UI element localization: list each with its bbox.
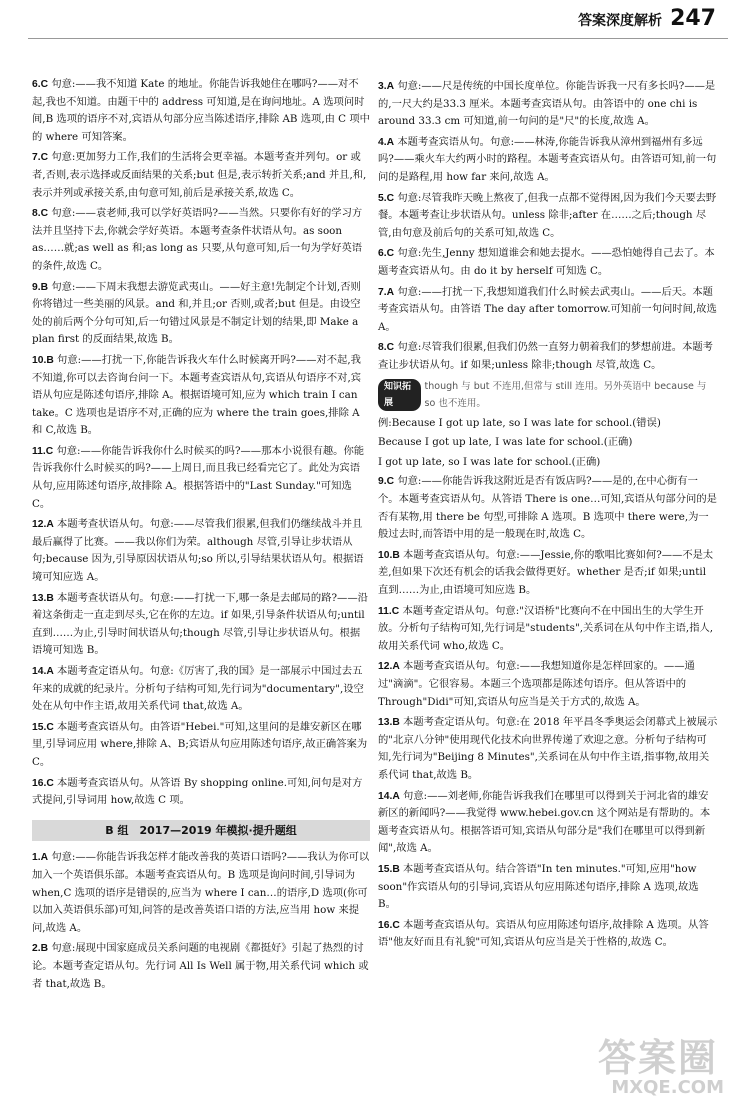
answer-explanation: 句意:尽管我昨天晚上熬夜了,但我一点都不觉得困,因为我们今天要去野餐。本题考查让步状语从句。unless 除非;after 在……之后;though 尽管,由句意及前后句的关系可知,故选 C。	[378, 191, 717, 239]
answer-explanation: 句意:展现中国家庭成员关系问题的电视剧《都挺好》引起了热烈的讨论。本题考查定语从句。先行词 All Is Well 属于物,用关系代词 which 或者 that,故选 B。	[32, 942, 369, 990]
answer-explanation: 本题考查定语从句。句意:《厉害了,我的国》是一部展示中国过去五年来的成就的纪录片。分析句子结构可知,先行词为"documentary",设空处在从句中作主语,故用关系代词 that,故选 A。	[32, 665, 364, 713]
answer-number: 7.A	[378, 286, 395, 298]
answer-explanation: 句意:先生,Jenny 想知道谁会和她去提水。——恐怕她得自己去了。本题考查宾语从句。由 do it by herself 可知选 C。	[378, 247, 715, 277]
answer-explanation: 句意:——尺是传统的中国长度单位。你能告诉我一尺有多长吗?——是的,一尺大约是33.3 厘米。本题考查宾语从句。由答语中的 one chi is around 33.3 cm 可知道,前一句问的是"尺"的长度,故选 A。	[378, 80, 716, 128]
answer-number: 13.B	[32, 592, 54, 604]
answer-explanation: 本题考查宾语从句。结合答语"In ten minutes."可知,应用"how soon"作宾语从句的引导词,宾语从句应用陈述句语序,排除 A 选项,故选 B。	[378, 862, 699, 911]
answer-item	[32, 149, 370, 202]
answer-explanation: 本题考查宾语从句。宾语从句应用陈述句语序,故排除 A 选项。从答语"他友好而且有礼貌"可知,宾语从句应当是关于性格的,故选 C。	[378, 918, 709, 949]
answer-number: 9.C	[378, 476, 395, 488]
answer-item	[378, 861, 718, 914]
knowledge-tip	[378, 378, 718, 413]
answer-number: 11.C	[378, 605, 400, 617]
answer-number: 8.C	[32, 208, 49, 220]
answer-item	[378, 78, 718, 131]
answer-explanation: 本题考查状语从句。句意:——尽管我们很累,但我们仍继续战斗并且最后赢得了比赛。——我以你们为荣。although 尽管,引导让步状语从句;because 因为,引导原因状语从句;so 所以,引导结果状语从句。根据语境可知应选 A。	[32, 518, 364, 584]
group-title: B 组 2017—2019 年模拟·提升题组	[32, 820, 370, 842]
tip-badge: 知识拓展	[378, 379, 421, 411]
answer-number: 2.B	[32, 943, 49, 955]
answer-item	[378, 917, 718, 952]
answer-explanation: 句意:——打扰一下,我想知道我们什么时候去武夷山。——后天。本题考查宾语从句。由答语 The day after tomorrow.可知前一句问时间,故选 A。	[378, 285, 717, 333]
answer-number: 16.C	[32, 777, 54, 789]
answer-number: 7.C	[32, 152, 49, 164]
answer-explanation: 句意:——刘老师,你能告诉我我们在哪里可以得到关于河北省的雄安新区的新闻吗?——我觉得 www.hebei.gov.cn 这个网站是有帮助的。本题考查宾语从句。根据答语可知,宾语从句部分是"我们在哪里可以得到新闻",故选 A。	[378, 789, 711, 855]
answer-item	[378, 190, 718, 243]
header-label: 答案深度解析	[578, 13, 663, 29]
answer-item	[378, 603, 718, 656]
right-answer-list	[378, 78, 718, 375]
answer-explanation: 句意:——你能告诉我怎样才能改善我的英语口语吗?——我认为你可以加入一个英语俱乐部。本题考查宾语从句。B 选项是询问时间,引导词为 when,C 选项的语序是错误的,应当为 where I can…的语序,D 选项(你可以加入英语俱乐部)可知,问答的是改善英语口语的方法,应当用 how 来提问,故选 A。	[32, 851, 370, 934]
answer-explanation: 句意:尽管我们很累,但我们仍然一直努力朝着我们的梦想前进。本题考查让步状语从句。if 如果;unless 除非;though 尽管,故选 C。	[378, 341, 713, 371]
example-sentence: 例:Because I got up late, so I was late for school.(错误)	[378, 416, 661, 429]
answer-explanation: 本题考查状语从句。句意:——打扰一下,哪一条是去邮局的路?——沿着这条街走一直走到尽头,它在你的左边。if 如果,引导条件状语从句;until 直到……为止,引导时间状语从句;though 尽管,引导让步状语从句。根据语境可知选 B。	[32, 591, 368, 657]
answer-number: 6.C	[32, 79, 49, 90]
answer-item	[378, 284, 718, 337]
header-rule	[28, 38, 728, 39]
tip-text: though 与 but 不连用,但常与 still 连用。另外英语中 because 与 so 也不连用。	[424, 380, 707, 410]
answer-item	[32, 76, 370, 146]
right-answer-list-b	[378, 473, 718, 951]
watermark-logo	[598, 1038, 724, 1100]
left-answer-list-b	[32, 849, 370, 993]
answer-item	[378, 245, 718, 280]
answer-item	[32, 849, 370, 937]
answer-explanation: 句意:——你能告诉我你什么时候买的吗?——那本小说很有趣。你能告诉我你什么时候买的吗?——上周日,而且我已经看完它了。此处为宾语从句,应用陈述句语序,故排除 A。根据答语中的"Last Sunday."可知选 C。	[32, 444, 365, 510]
answer-explanation: 句意:更加努力工作,我们的生活将会更幸福。本题考查并列句。or 或者,否则,表示选择或反面结果的关系;but 但是,表示转折关系;and 并且,和,表示并列或承接关系,由句意可知,前后是承接关系,故选 C。	[32, 151, 367, 199]
answer-item	[378, 714, 718, 784]
answer-explanation: 句意:——打扰一下,你能告诉我火车什么时候离开吗?——对不起,我不知道,你可以去咨询台问一下。本题考查宾语从句,宾语从句语序不对,宾语从句应是陈述句语序,排除 A。根据语境可知,应为 which train I can take。C 选项也是语序不对,正确的应为 where the train goes,排除 A 和 C,故选 B。	[32, 353, 362, 437]
answer-item	[32, 516, 370, 586]
answer-explanation: 本题考查宾语从句。从答语 By shopping online.可知,问句是对方式提问,引导词用 how,故选 C 项。	[32, 776, 363, 807]
answer-number: 3.A	[378, 81, 395, 92]
answer-item	[378, 339, 718, 374]
page-number: 247	[670, 6, 716, 31]
answer-explanation: 本题考查宾语从句。句意:——我想知道你是怎样回家的。——通过"滴滴"。它很容易。本题三个选项都是陈述句语序。但从答语中的 Through"Didi"可知,宾语从句应当是关于方式的,故选 A。	[378, 660, 695, 708]
answer-explanation: 句意:——我不知道 Kate 的地址。你能告诉我她住在哪吗?——对不起,我也不知道。由题干中的 address 可知道,是在询问地址。A 选项问时间,B 选项的语序不对,宾语从句部分应当陈述语序,排除 AB 选项,由 C 项中的 where 可知答案。	[32, 78, 370, 143]
answer-item	[32, 719, 370, 772]
answer-item	[378, 658, 718, 711]
answer-number: 15.B	[378, 863, 400, 875]
answer-number: 14.A	[378, 790, 400, 802]
example-sentence: Because I got up late, I was late for school.(正确)	[378, 436, 633, 449]
answer-number: 4.A	[378, 136, 395, 148]
tip-examples	[378, 415, 718, 472]
answer-explanation: 句意:——下周末我想去游览武夷山。——好主意!先制定个计划,否则你将错过一些美丽的风景。and 和,并且;or 否则,或者;but 但是。由设空处的前后两个分句可知,后一句错过风景是不制定计划的结果,即 Make a plan first 的反面结果,故选 B。	[32, 280, 361, 346]
answer-item	[378, 547, 718, 600]
answer-number: 5.C	[378, 192, 395, 204]
answer-item	[378, 788, 718, 858]
answer-item	[32, 590, 370, 660]
answer-number: 15.C	[32, 721, 54, 733]
answer-explanation: 句意:——你能告诉我这附近是否有饭店吗?——是的,在中心街有一个。本题考查宾语从句。从答语 There is one…可知,宾语从句部分问的是否有某物,用 there be 句型,可排除 A 选项。B 选项中 there were,为一般过去时,而答语中用的是一般现在时,故选 C。	[378, 475, 717, 541]
answer-number: 12.A	[32, 519, 54, 531]
right-column	[378, 78, 718, 955]
answer-item	[32, 663, 370, 716]
answer-explanation: 本题考查宾语从句。由答语"Hebei."可知,这里问的是雄安新区在哪里,引导词应用 where,排除 A、B;宾语从句应用陈述句语序,故正确答案为 C。	[32, 720, 368, 768]
answer-number: 1.A	[32, 852, 49, 864]
answer-item	[32, 443, 370, 513]
page-header	[578, 6, 716, 31]
answer-number: 10.B	[32, 354, 54, 366]
answer-explanation: 本题考查宾语从句。句意:——林涛,你能告诉我从漳州到福州有多远吗?——乘火车大约两小时的路程。本题考查宾语从句。由答语可知,前一句问的是路程,用 how far 来问,故选 A。	[378, 135, 717, 183]
answer-item	[32, 279, 370, 349]
watermark-text: 答案圈	[598, 1036, 719, 1080]
answer-item	[32, 205, 370, 275]
answer-item	[378, 473, 718, 543]
watermark-url: MXQE.COM	[611, 1077, 724, 1098]
answer-item	[378, 134, 718, 187]
answer-explanation: 本题考查定语从句。句意:在 2018 年平昌冬季奥运会闭幕式上被展示的"北京八分钟"使用现代化技术向世界传递了欢迎之意。分析句子结构可知,先行词为"Beijing 8 Minutes",关系词在从句中作主语,指事物,故用关系代词 that,故选 B。	[378, 716, 718, 781]
answer-number: 10.B	[378, 549, 400, 561]
answer-explanation: 本题考查宾语从句。句意:——Jessie,你的歌唱比赛如何?——不是太差,但如果下次还有机会的话我会做得更好。whether 是否;if 如果;until 直到……为止,由语境可知应选 B。	[378, 548, 714, 597]
answer-explanation: 本题考查定语从句。句意:"汉语桥"比赛向不在中国出生的大学生开放。分析句子结构可知,先行词是"students",关系词在从句中作主语,指人,故用关系代词 who,故选 C。	[378, 604, 714, 652]
answer-item	[32, 775, 370, 810]
example-sentence: I got up late, so I was late for school.(正确)	[378, 455, 601, 468]
left-column	[32, 76, 370, 996]
answer-item	[32, 352, 370, 440]
answer-number: 16.C	[378, 919, 400, 931]
answer-number: 13.B	[378, 717, 400, 729]
answer-number: 12.A	[378, 661, 400, 673]
answer-explanation: 句意:——袁老师,我可以学好英语吗?——当然。只要你有好的学习方法并且坚持下去,你就会学好英语。本题考查条件状语从句。as soon as……就;as well as 和;as long as 只要,从句意可知,后一句为学好英语的条件,故选 C。	[32, 207, 363, 272]
answer-number: 14.A	[32, 666, 54, 677]
answer-item	[32, 940, 370, 993]
answer-number: 6.C	[378, 248, 395, 260]
answer-number: 9.B	[32, 281, 49, 293]
left-answer-list	[32, 76, 370, 810]
answer-number: 11.C	[32, 445, 54, 457]
answer-number: 8.C	[378, 342, 395, 354]
